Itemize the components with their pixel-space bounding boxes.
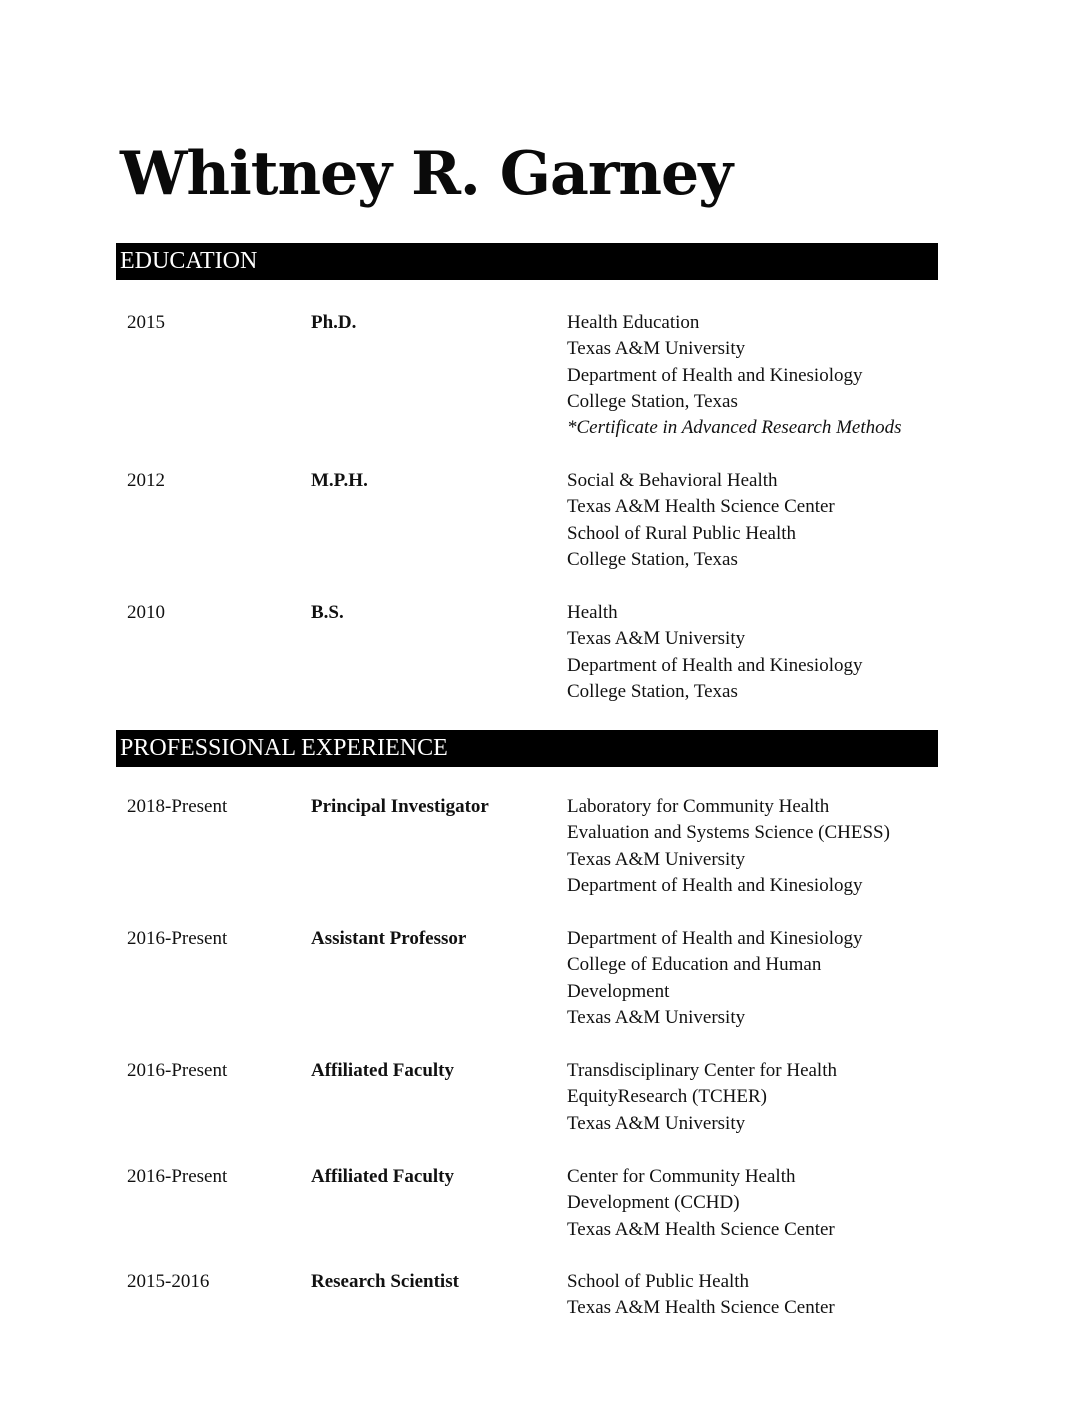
section-heading-education: EDUCATION <box>116 243 938 280</box>
detail-line: Center for Community Health <box>567 1166 796 1187</box>
detail-line: Texas A&M University <box>567 1006 746 1028</box>
detail-line: Department of Health and Kinesiology <box>567 874 863 896</box>
detail-line: Texas A&M Health Science Center <box>567 1218 835 1240</box>
detail-line: Development (CCHD) <box>567 1192 740 1214</box>
education-year: 2012 <box>127 470 165 491</box>
detail-line: Evaluation and Systems Science (CHESS) <box>567 822 890 844</box>
experience-dates: 2018-Present <box>127 796 228 817</box>
detail-line: School of Public Health <box>567 1271 750 1292</box>
education-details <box>567 310 937 441</box>
experience-role: Affiliated Faculty <box>311 1060 455 1081</box>
detail-line: Texas A&M Health Science Center <box>567 496 835 518</box>
page-title: Whitney R. Garney <box>120 139 733 209</box>
experience-details <box>567 794 937 899</box>
detail-line: Laboratory for Community Health <box>567 796 830 817</box>
detail-line: Texas A&M University <box>567 338 746 360</box>
detail-line: Department of Health and Kinesiology <box>567 364 863 386</box>
education-details <box>567 600 937 705</box>
detail-line: Texas A&M University <box>567 848 746 870</box>
detail-line: College Station, Texas <box>567 680 738 702</box>
experience-details <box>567 926 937 1031</box>
detail-line: Health <box>567 602 618 623</box>
education-year: 2015 <box>127 312 165 333</box>
experience-role: Research Scientist <box>311 1271 459 1292</box>
detail-line: Texas A&M University <box>567 628 746 650</box>
experience-details <box>567 1164 937 1243</box>
detail-line: Department of Health and Kinesiology <box>567 654 863 676</box>
education-year: 2010 <box>127 602 165 623</box>
education-details <box>567 468 937 573</box>
detail-line: Texas A&M University <box>567 1112 746 1134</box>
experience-dates: 2015-2016 <box>127 1271 210 1292</box>
detail-line: EquityResearch (TCHER) <box>567 1086 767 1108</box>
detail-line: Department of Health and Kinesiology <box>567 928 863 949</box>
education-degree: B.S. <box>311 602 344 623</box>
detail-line: Transdisciplinary Center for Health <box>567 1060 837 1081</box>
experience-details <box>567 1058 937 1137</box>
detail-line: College of Education and Human <box>567 954 822 976</box>
detail-line: Health Education <box>567 312 700 333</box>
certificate-note: *Certificate in Advanced Research Methods <box>567 417 902 439</box>
experience-role: Assistant Professor <box>311 928 467 949</box>
experience-role: Affiliated Faculty <box>311 1166 455 1187</box>
detail-line: Development <box>567 980 670 1002</box>
experience-details <box>567 1269 937 1322</box>
detail-line: College Station, Texas <box>567 390 738 412</box>
detail-line: Social & Behavioral Health <box>567 470 778 491</box>
experience-dates: 2016-Present <box>127 1166 228 1187</box>
education-degree: Ph.D. <box>311 312 357 333</box>
detail-line: College Station, Texas <box>567 548 738 570</box>
experience-dates: 2016-Present <box>127 1060 228 1081</box>
detail-line: School of Rural Public Health <box>567 522 797 544</box>
experience-dates: 2016-Present <box>127 928 228 949</box>
education-degree: M.P.H. <box>311 470 368 491</box>
detail-line: Texas A&M Health Science Center <box>567 1297 835 1319</box>
experience-role: Principal Investigator <box>311 796 489 817</box>
section-heading-experience: PROFESSIONAL EXPERIENCE <box>116 730 938 767</box>
